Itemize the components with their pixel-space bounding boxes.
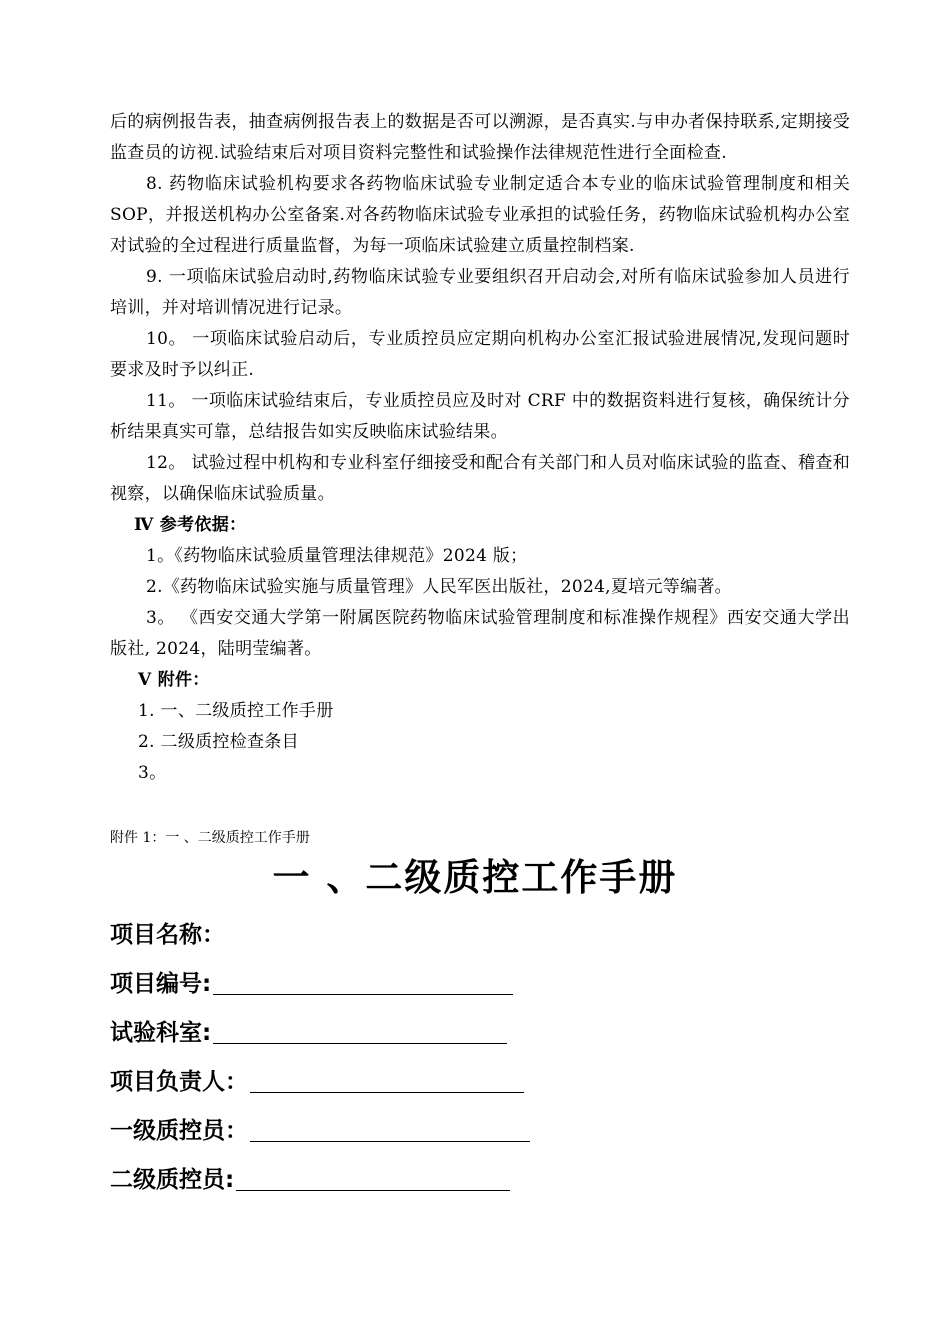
attachment-item: 2. 二级质控检查条目 [138,732,299,752]
references-heading: Ⅳ 参考依据： [134,515,247,535]
attachments-heading: Ⅴ 附件： [138,670,210,690]
attachment-caption: 附件 1：一 、二级质控工作手册 [110,830,310,846]
form-row-department [110,1006,810,1055]
field-label: 二级质控员: [110,1167,235,1193]
manual-title: 一 、二级质控工作手册 [272,856,678,899]
fill-in-line[interactable] [213,1017,507,1044]
paragraph-8: 8. 药物临床试验机构要求各药物临床试验专业制定适合本专业的临床试验管理制度和相关 SOP，并报送机构办公室备案.对各药物临床试验专业承担的试验任务，药物临床试验机构办公室对试验的全过程进行质量监督，为每一项临床试验建立质量控制档案. [110,174,850,256]
project-form [110,908,810,1202]
attachment-item: 3。 [138,763,167,783]
attachment-item: 1. 一、二级质控工作手册 [138,701,334,721]
paragraph-11: 11。 一项临床试验结束后，专业质控员应及时对 CRF 中的数据资料进行复核，确保统计分析结果真实可靠，总结报告如实反映临床试验结果。 [110,391,850,442]
form-row-level2-qc [110,1153,810,1202]
form-row-level1-qc [110,1104,810,1153]
body-text [110,107,850,789]
form-row-project-leader [110,1055,810,1104]
paragraph-10: 10。 一项临床试验启动后，专业质控员应定期向机构办公室汇报试验进展情况,发现问题时要求及时予以纠正. [110,329,850,380]
form-row-project-number [110,957,810,1006]
reference-item: 3。 《西安交通大学第一附属医院药物临床试验管理制度和标准操作规程》西安交通大学出版社, 2024，陆明莹编著。 [110,608,850,659]
form-row-project-name [110,908,810,957]
field-label: 项目负责人： [110,1069,248,1095]
reference-item: 1。《药物临床试验质量管理法律规范》2024 版； [146,546,528,566]
field-label: 项目编号: [110,971,212,997]
paragraph-continued: 后的病例报告表，抽查病例报告表上的数据是否可以溯源，是否真实.与申办者保持联系,定期接受监查员的访视.试验结束后对项目资料完整性和试验操作法律规范性进行全面检查. [110,112,850,163]
field-label: 一级质控员： [110,1118,248,1144]
paragraph-9: 9. 一项临床试验启动时,药物临床试验专业要组织召开启动会,对所有临床试验参加人员进行培训，并对培训情况进行记录。 [110,267,850,318]
fill-in-line[interactable] [213,968,513,995]
field-label: 项目名称： [110,922,225,948]
field-label: 试验科室: [110,1020,212,1046]
paragraph-12: 12。 试验过程中机构和专业科室仔细接受和配合有关部门和人员对临床试验的监查、稽查和视察，以确保临床试验质量。 [110,453,850,504]
fill-in-line[interactable] [250,1066,524,1093]
fill-in-line[interactable] [250,1115,530,1142]
fill-in-line[interactable] [236,1164,510,1191]
reference-item: 2.《药物临床试验实施与质量管理》人民军医出版社，2024,夏培元等编著。 [146,577,732,597]
